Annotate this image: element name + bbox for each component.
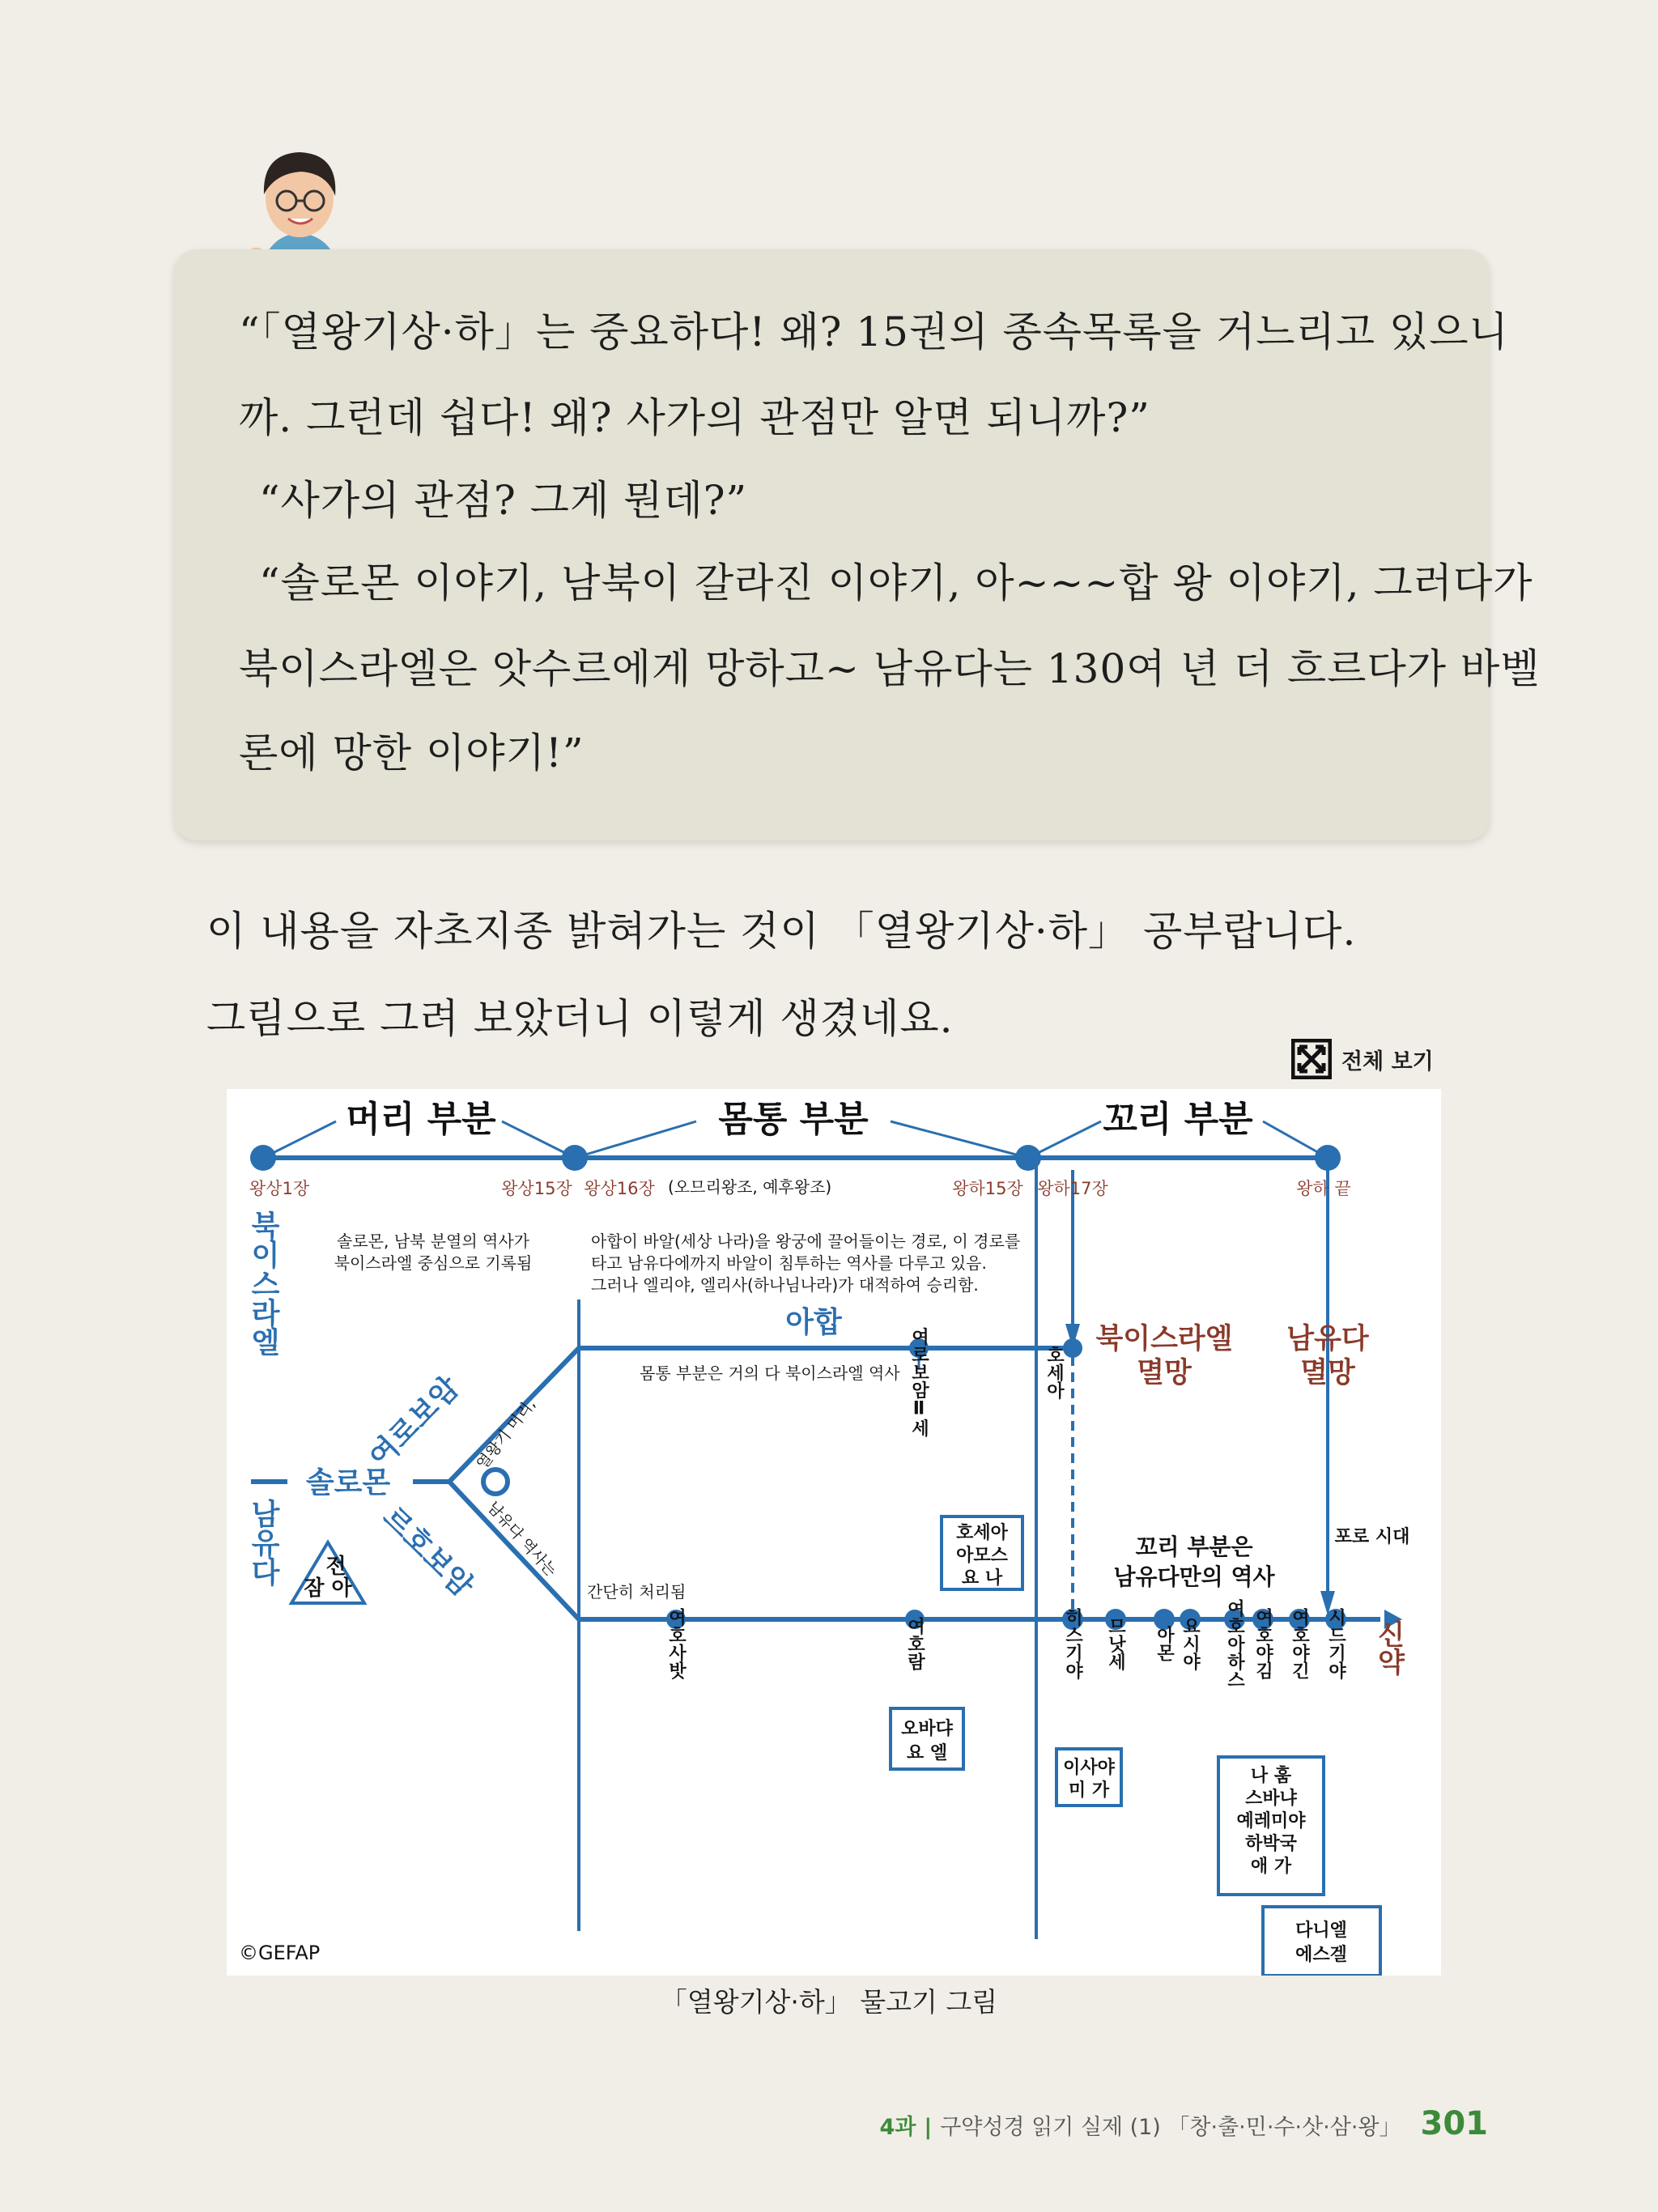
page-footer	[879, 2105, 1488, 2142]
footer-separator: |	[924, 2115, 933, 2140]
tail-note-1: 꼬리 부분은	[1135, 1534, 1253, 1560]
tail-king-label: 여호야김	[1252, 1608, 1273, 1679]
quote-line-5: 북이스라엘은 앗수르에게 망하고~ 남유다는 130여 년 더 흐르다가 바벨	[239, 645, 1541, 692]
label-south-judah: 남유다	[246, 1499, 280, 1586]
north-fall-1: 북이스라엘	[1095, 1323, 1233, 1355]
label-kings1-15: 왕상15장	[501, 1179, 572, 1198]
label-hoshea: 호세아	[1044, 1346, 1065, 1399]
label-north-israel: 북이스라엘	[246, 1210, 280, 1356]
prophets-hezekiah-1: 이사야	[1063, 1758, 1115, 1778]
body-text-line-1: 이 내용을 자초지종 밝혀가는 것이 「열왕기상·하」 공부랍니다.	[206, 908, 1357, 955]
south-fall-1: 남유다	[1286, 1323, 1369, 1355]
label-tail: 꼬리 부분	[1103, 1099, 1253, 1140]
tail-king-label: 므낫세	[1105, 1617, 1126, 1670]
fish-diagram	[227, 1089, 1441, 1976]
note-solomon-1: 솔로몬, 남북 분열의 역사가	[337, 1231, 529, 1251]
label-jehoram: 여호람	[904, 1617, 925, 1670]
tail-king-label: 아몬	[1154, 1626, 1175, 1661]
label-proverbs-1: 전	[325, 1555, 346, 1579]
label-kings1-1: 왕상1장	[249, 1179, 310, 1198]
label-ahab: 아합	[785, 1306, 842, 1339]
label-south-history: 남유다 역사는	[483, 1498, 560, 1580]
quote-line-6: 론에 망한 이야기!”	[239, 730, 585, 776]
prophets-late-4: 하박국	[1245, 1834, 1297, 1854]
north-fall-2: 멸망	[1137, 1357, 1192, 1389]
prophets-jehoram-1: 오바댜	[901, 1719, 953, 1739]
label-new-testament: 신약	[1372, 1620, 1405, 1675]
label-head: 머리 부분	[346, 1099, 496, 1140]
label-rehoboam: 르호보암	[376, 1500, 479, 1604]
prophets-late-5: 애 가	[1250, 1857, 1292, 1877]
label-kings1-16: 왕상16장	[584, 1179, 655, 1198]
quote-box	[174, 249, 1541, 840]
note-ahab-3: 그러나 엘리야, 엘리사(하나님나라)가 대적하여 승리함.	[591, 1275, 979, 1295]
tail-king-label: 시드기야	[1325, 1608, 1346, 1679]
south-fall-2: 멸망	[1300, 1357, 1355, 1389]
tail-king-label: 요시야	[1180, 1617, 1201, 1670]
fullview-label: 전체 보기	[1341, 1049, 1434, 1074]
label-solomon: 솔로몬	[305, 1466, 391, 1499]
label-body: 몸통 부분	[718, 1099, 869, 1140]
quote-line-1: “「열왕기상·하」는 중요하다! 왜? 15권의 종속목록을 거느리고 있으니	[239, 308, 1509, 355]
label-kings2-end: 왕하 끝	[1296, 1179, 1351, 1198]
prophets-north-1: 호세아	[956, 1523, 1008, 1543]
tail-king-label: 여호아하스	[1224, 1599, 1245, 1688]
tail-note-2: 남유다만의 역사	[1113, 1563, 1275, 1590]
page-number: 301	[1420, 2105, 1488, 2142]
prophets-north-2: 아모스	[956, 1546, 1008, 1566]
label-dynasties: (오므리왕조, 예후왕조)	[668, 1177, 832, 1197]
prophets-box-exile	[1263, 1907, 1380, 1976]
prophets-exile-1: 다니엘	[1295, 1921, 1347, 1941]
footer-lesson: 4과	[879, 2115, 916, 2140]
prophets-north-3: 요 나	[961, 1568, 1003, 1589]
tail-king-label: 여호야긴	[1289, 1608, 1310, 1679]
label-kings2-17: 왕하17장	[1037, 1179, 1108, 1198]
note-ahab-2: 타고 남유다에까지 바알이 침투하는 역사를 다루고 있음.	[591, 1253, 987, 1273]
label-head-fish: 열왕기 머리,	[473, 1395, 539, 1473]
label-jeroboam: 여로보암	[363, 1371, 466, 1474]
note-body-history: 몸통 부분은 거의 다 북이스라엘 역사	[640, 1363, 900, 1383]
label-proverbs-2: 잠 아	[304, 1576, 352, 1601]
quote-line-4: “솔로몬 이야기, 남북이 갈라진 이야기, 아~~~합 왕 이야기, 그러다가	[259, 559, 1533, 606]
fullview-icon	[1291, 1039, 1332, 1079]
figure-caption: 「열왕기상·하」 물고기 그림	[660, 1986, 998, 2018]
note-briefly: 간단히 처리됨	[587, 1582, 687, 1602]
prophets-late-3: 예레미야	[1236, 1811, 1306, 1831]
label-jeroboam2: 여로보암Ⅱ세	[908, 1327, 929, 1437]
prophets-late-2: 스바냐	[1245, 1789, 1297, 1809]
body-text-line-2: 그림으로 그려 보았더니 이렇게 생겼네요.	[206, 995, 954, 1042]
prophets-jehoram-2: 요 엘	[906, 1743, 948, 1763]
prophets-hezekiah-2: 미 가	[1068, 1780, 1110, 1801]
quote-line-2: 까. 그런데 쉽다! 왜? 사가의 관점만 알면 되니까?”	[239, 394, 1150, 441]
label-exile: 포로 시대	[1334, 1527, 1410, 1547]
fullview-button[interactable]	[1291, 1036, 1434, 1082]
copyright: ©GEFAP	[239, 1942, 321, 1964]
note-solomon-2: 북이스라엘 중심으로 기록됨	[334, 1253, 533, 1273]
prophets-exile-2: 에스겔	[1295, 1945, 1347, 1965]
label-kings2-15: 왕하15장	[952, 1179, 1023, 1198]
label-jehoshaphat: 여호사밧	[665, 1608, 687, 1679]
note-ahab-1: 아합이 바알(세상 나라)을 왕궁에 끌어들이는 경로, 이 경로를	[591, 1231, 1021, 1251]
quote-line-3: “사가의 관점? 그게 뭔데?”	[259, 477, 748, 524]
footer-title: 구약성경 읽기 실제 (1) 「창·출·민·수·삿·삼·왕」	[940, 2115, 1401, 2140]
prophets-late-1: 나 훔	[1250, 1766, 1292, 1786]
tail-king-label: 히스기야	[1062, 1608, 1083, 1679]
